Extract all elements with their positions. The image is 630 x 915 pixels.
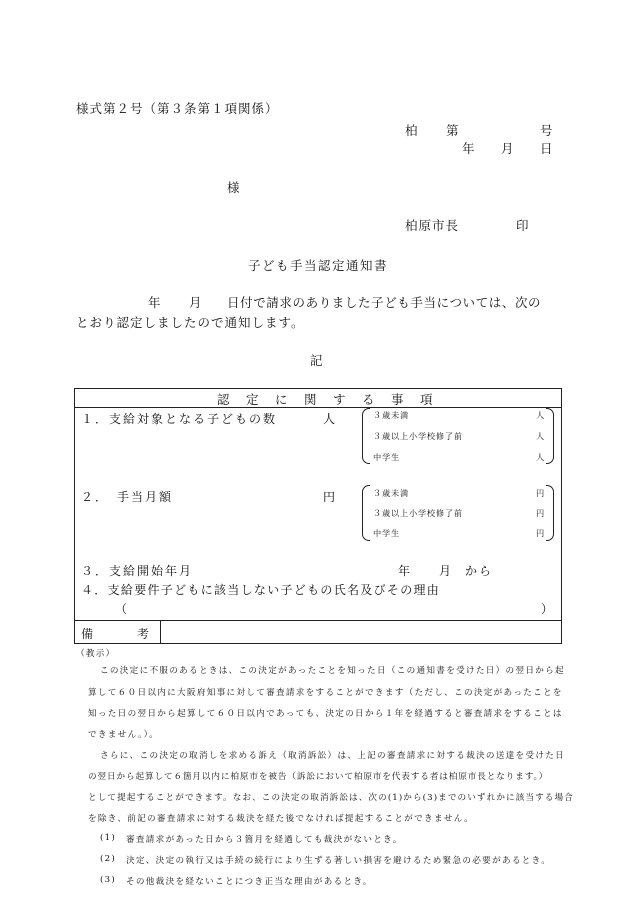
item2-label: ２． 手当月額 <box>81 490 174 504</box>
item2-row3-unit: 円 <box>536 528 545 538</box>
notice-line: の翌日から起算して６箇月以内に柏原市を被告（訴訟において柏原市を代表する者は柏原市長となります。） <box>88 772 549 782</box>
addressee-suffix: 様 <box>227 180 241 195</box>
item2-row2-label: ３歳以上小学校修了前 <box>373 508 463 518</box>
item2-row2-unit: 円 <box>536 508 545 518</box>
item1-row2-label: ３歳以上小学校修了前 <box>373 431 463 441</box>
table-divider <box>75 620 561 621</box>
notice-item-number: (1) <box>100 833 117 843</box>
item4-open-paren: （ <box>115 602 130 616</box>
date-month: 月 <box>501 141 515 156</box>
body-line-2: とおり認定しましたので通知します。 <box>76 315 305 330</box>
issuer-seal: 印 <box>516 218 530 233</box>
ki-label: 記 <box>310 353 324 368</box>
table-header: 認 定 に 関 す る 事 項 <box>217 392 435 407</box>
doc-number-place: 柏 <box>405 123 419 138</box>
date-year: 年 <box>462 141 476 156</box>
item3-year: 年 <box>398 564 413 578</box>
item3-month: 月 <box>439 564 454 578</box>
notice-line: 知った日の翌日から起算して６０日以内であっても、決定の日から１年を経過すると審査請求をすることは <box>88 709 563 719</box>
body-year: 年 <box>148 295 162 310</box>
item2-unit: 円 <box>323 490 338 504</box>
item4-label: ４．支給要件子どもに該当しない子どもの氏名及びその理由 <box>81 583 441 597</box>
issuer-name: 柏原市長 <box>405 218 460 233</box>
doc-number-dai: 第 <box>446 123 460 138</box>
notice-item-text: 審査請求があった日から３箇月を経過しても裁決がないとき。 <box>126 835 403 845</box>
notice-item-text: 決定、決定の執行又は手続の続行により生ずる著しい損害を避けるため緊急の必要があるとき。 <box>126 856 552 866</box>
item2-row1-label: ３歳未満 <box>373 488 409 498</box>
item1-row2-unit: 人 <box>536 431 545 441</box>
notice-line: として提起することができます。なお、この決定の取消訴訟は、次の(1)から(3)までのいずれかに該当する場合 <box>88 793 574 803</box>
notice-line: を除き、前記の審査請求に対する裁決を経た後でなければ提起することができません。 <box>88 814 475 824</box>
item1-row1-label: ３歳未満 <box>373 410 409 420</box>
item3-kara: から <box>465 564 494 578</box>
form-number: 様式第２号（第３条第１項関係） <box>76 101 279 116</box>
item1-row3-label: 中学生 <box>373 452 400 462</box>
notice-line: できません。）。 <box>88 730 160 740</box>
notice-line: さらに、この決定の取消しを求める訴え（取消訴訟）は、上記の審査請求に対する裁決の送達を受けた日 <box>100 751 566 761</box>
table-divider <box>160 620 161 643</box>
remarks-label: 備 考 <box>81 627 152 641</box>
doc-number-go: 号 <box>540 123 554 138</box>
item1-row3-unit: 人 <box>536 452 545 462</box>
bracket-left <box>362 485 370 541</box>
notice-line: この決定に不服のあるときは、この決定があったことを知った日（この通知書を受けた日）の翌日から起 <box>100 666 565 676</box>
item2-row3-label: 中学生 <box>373 528 400 538</box>
item1-unit: 人 <box>323 412 338 426</box>
date-day: 日 <box>540 141 554 156</box>
body-month: 月 <box>189 295 203 310</box>
notice-item-text: その他裁決を経ないことにつき正当な理由があるとき。 <box>126 877 373 887</box>
item3-label: ３．支給開始年月 <box>81 564 194 578</box>
item1-row1-unit: 人 <box>536 410 545 420</box>
notice-item-number: (2) <box>100 854 117 864</box>
notice-item-number: (3) <box>100 875 117 885</box>
certification-table <box>74 388 562 644</box>
item2-row1-unit: 円 <box>536 488 545 498</box>
notice-line: 算して６０日以内に大阪府知事に対して審査請求をすることができます（ただし、この決定があったことを <box>88 688 563 698</box>
bracket-right <box>546 485 554 541</box>
body-line-1: 日付で請求のありました子ども手当については、次の <box>227 295 542 310</box>
item4-close-paren: ） <box>541 602 556 616</box>
notice-heading: （教示） <box>76 649 116 659</box>
document-title: 子ども手当認定通知書 <box>248 258 389 273</box>
bracket-right <box>546 408 554 464</box>
item1-label: １．支給対象となる子どもの数 <box>81 412 278 426</box>
bracket-left <box>362 408 370 464</box>
